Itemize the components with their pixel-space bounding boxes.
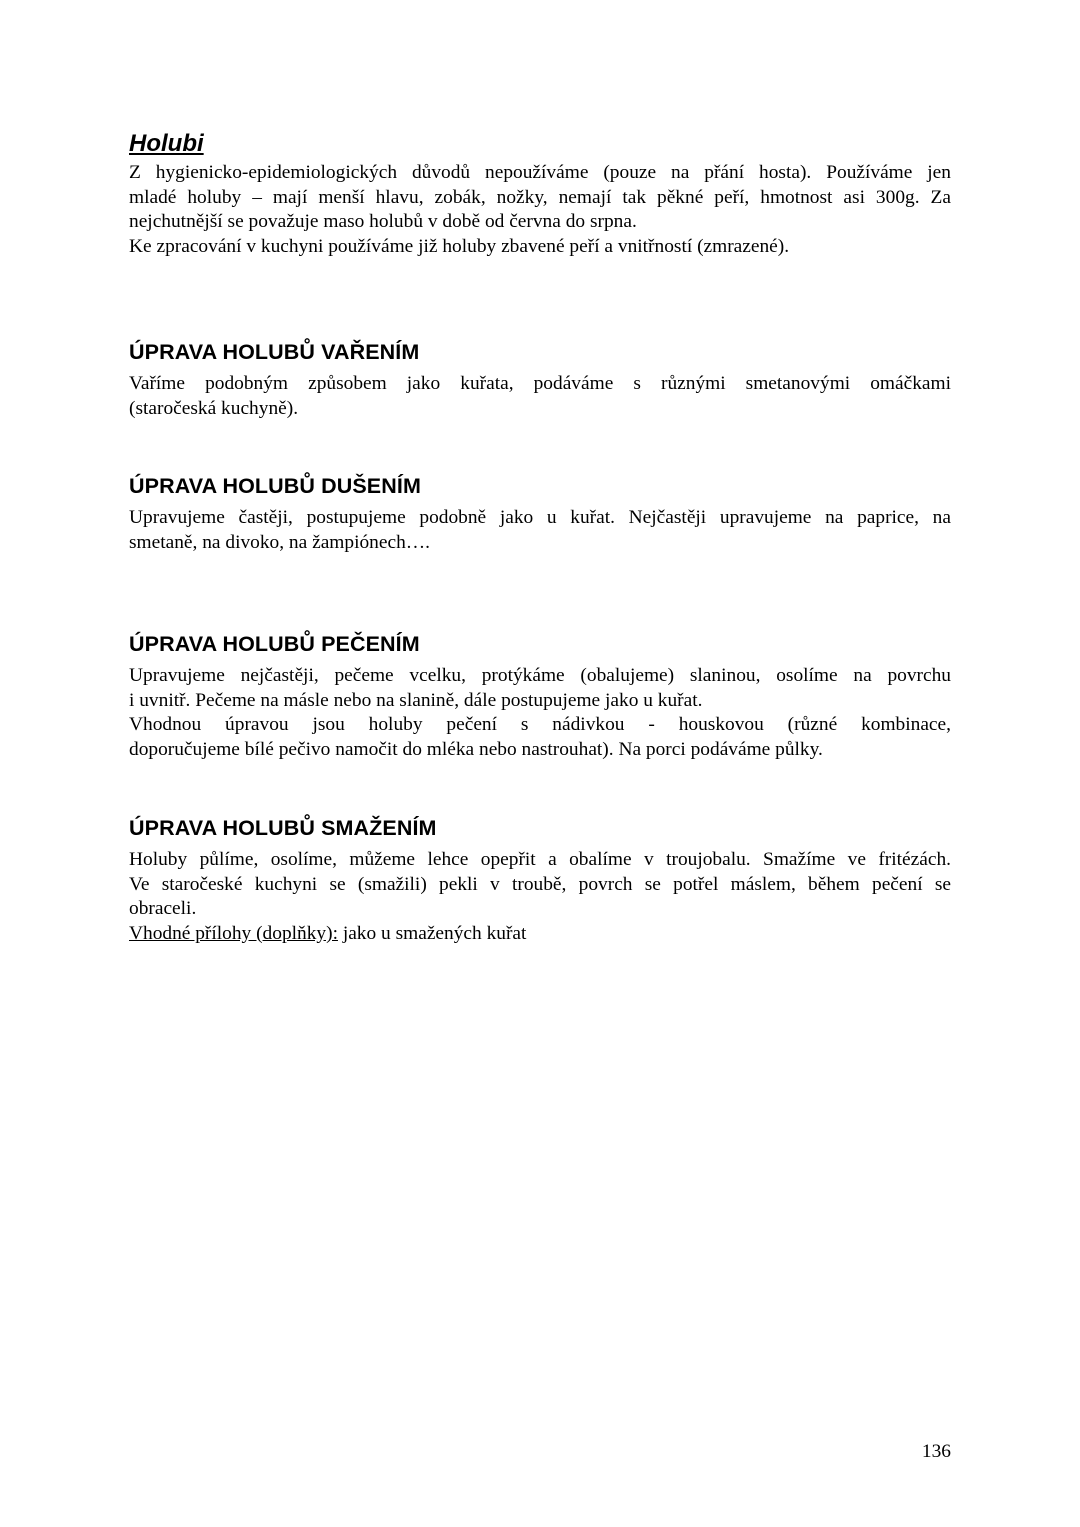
text-line: Vhodnou úpravou jsou holuby pečení s nádivkou - houskovou (různé kombinace, <box>129 714 951 736</box>
page-title: Holubi <box>129 130 204 157</box>
section-heading-duseni: ÚPRAVA HOLUBŮ DUŠENÍM <box>129 474 421 498</box>
text-line: Holuby půlíme, osolíme, můžeme lehce opepřit a obalíme v troujobalu. Smažíme ve fritézách. <box>129 849 951 870</box>
page-number: 136 <box>921 1441 951 1462</box>
section-text-vareni <box>129 372 951 421</box>
sides-line <box>129 922 951 947</box>
intro-line: nejchutnější se považuje maso holubů v době od června do srpna. <box>129 211 637 233</box>
section-text-peceni <box>129 664 951 762</box>
document-page <box>129 0 951 1527</box>
intro-paragraph <box>129 161 951 259</box>
text-line: Upravujeme častěji, postupujeme podobně jako u kuřat. Nejčastěji upravujeme na paprice, na <box>129 507 951 528</box>
text-line: Ve staročeské kuchyni se (smažili) pekli v troubě, povrch se potřel máslem, během pečení se <box>129 873 951 895</box>
text-line: Upravujeme nejčastěji, pečeme vcelku, protýkáme (obalujeme) slaninou, osolíme na povrchu <box>129 665 951 686</box>
text-line: doporučujeme bílé pečivo namočit do mléka nebo nastrouhat). Na porci podáváme půlky. <box>129 738 823 760</box>
text-line: i uvnitř. Pečeme na másle nebo na slanině, dále postupujeme jako u kuřat. <box>129 689 703 711</box>
section-text-smazeni <box>129 848 951 946</box>
section-heading-smazeni: ÚPRAVA HOLUBŮ SMAŽENÍM <box>129 816 437 840</box>
text-line: Vaříme podobným způsobem jako kuřata, podáváme s různými smetanovými omáčkami <box>129 373 951 394</box>
intro-line: mladé holuby – mají menší hlavu, zobák, nožky, nemají tak pěkné peří, hmotnost asi 300g. Za <box>129 186 951 208</box>
section-heading-vareni: ÚPRAVA HOLUBŮ VAŘENÍM <box>129 340 420 364</box>
section-text-duseni <box>129 506 951 555</box>
section-heading-peceni: ÚPRAVA HOLUBŮ PEČENÍM <box>129 632 420 656</box>
intro-line: Z hygienicko-epidemiologických důvodů nepoužíváme (pouze na přání hosta). Používáme jen <box>129 162 951 183</box>
sides-text: jako u smažených kuřat <box>337 922 527 944</box>
text-line: obraceli. <box>129 898 197 920</box>
text-line: smetaně, na divoko, na žampiónech…. <box>129 531 430 553</box>
intro-line: Ke zpracování v kuchyni používáme již holuby zbavené peří a vnitřností (zmrazené). <box>129 235 790 257</box>
text-line: (staročeská kuchyně). <box>129 397 299 419</box>
sides-label: Vhodné přílohy (doplňky): <box>129 922 338 944</box>
